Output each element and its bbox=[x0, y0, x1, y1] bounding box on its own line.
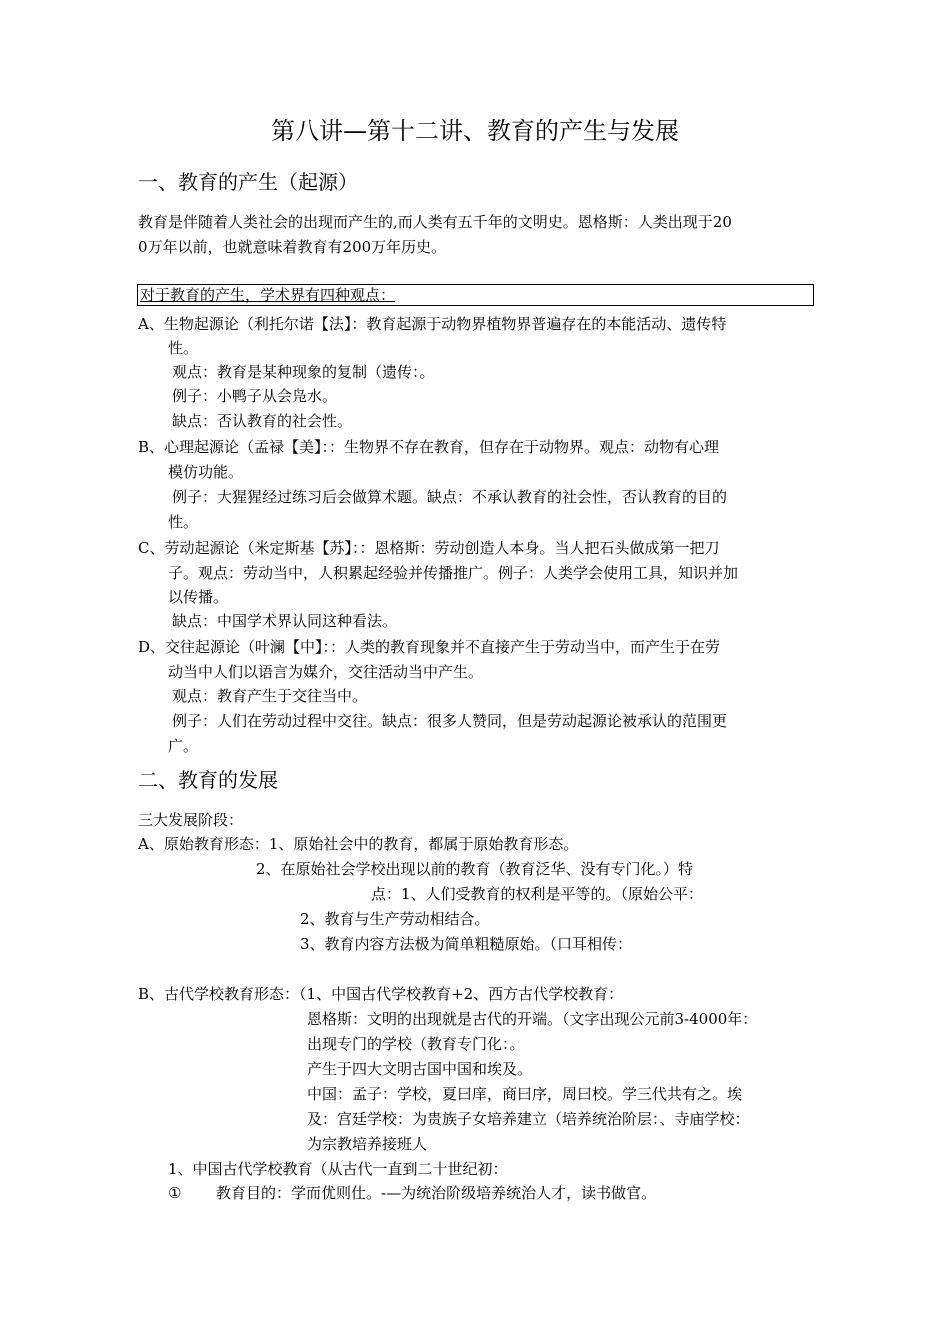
theory-d-line: 例子：人们在劳动过程中交往。缺点：很多人赞同，但是劳动起源论被承认的范围更 bbox=[172, 712, 728, 730]
ancient-line: 恩格斯：文明的出现就是古代的开端。（文字出现公元前3-4000年： bbox=[307, 1010, 758, 1028]
theory-c-line: C、劳动起源论（米定斯基【苏】：：恩格斯：劳动创造人本身。当人把石头做成第一把刀 bbox=[138, 539, 720, 557]
ancient-line: 出现专门的学校（教育专门化：。 bbox=[307, 1035, 525, 1053]
theory-d-line: 广。 bbox=[168, 737, 199, 755]
china-education-goal: 教育目的：学而优则仕。-—为统治阶级培养统治人才，读书做官。 bbox=[216, 1184, 657, 1202]
ancient-line: 为宗教培养接班人 bbox=[307, 1135, 428, 1153]
ancient-line: 产生于四大文明古国中国和埃及。 bbox=[307, 1060, 533, 1078]
theory-b-line: 例子：大猩猩经过练习后会做算术题。缺点：不承认教育的社会性，否认教育的目的 bbox=[172, 488, 728, 506]
primitive-line: 点：1、人们受教育的权利是平等的。（原始公平： bbox=[371, 885, 704, 903]
ancient-line: 中国：孟子：学校，夏曰庠，商曰序，周曰校。学三代共有之。埃 bbox=[307, 1085, 743, 1103]
primitive-line: A、原始教育形态：1、原始社会中的教育，都属于原始教育形态。 bbox=[138, 835, 579, 853]
theory-a-line: 缺点：否认教育的社会性。 bbox=[172, 412, 353, 430]
section-heading-development: 二、教育的发展 bbox=[138, 768, 278, 792]
section-heading-origin: 一、教育的产生（起源） bbox=[138, 170, 358, 194]
theory-b-line: 模仿功能。 bbox=[168, 463, 244, 481]
theory-a-line: 性。 bbox=[168, 339, 199, 357]
theory-d-line: 观点：教育产生于交往当中。 bbox=[172, 687, 368, 705]
stages-label: 三大发展阶段： bbox=[138, 811, 244, 829]
primitive-line: 2、在原始社会学校出现以前的教育（教育泛华、没有专门化。）特 bbox=[256, 860, 694, 878]
ancient-line: B、古代学校教育形态：（1、中国古代学校教育+2、西方古代学校教育： bbox=[138, 985, 624, 1003]
circled-number-marker: ① bbox=[168, 1184, 182, 1202]
intro-line-2: 0万年以前，也就意味着教育有200万年历史。 bbox=[138, 238, 447, 256]
primitive-line: 3、教育内容方法极为简单粗糙原始。（口耳相传： bbox=[300, 935, 633, 953]
china-ancient-heading: 1、中国古代学校教育（从古代一直到二十世纪初： bbox=[168, 1160, 508, 1178]
theory-c-line: 缺点：中国学术界认同这种看法。 bbox=[172, 612, 398, 630]
theory-a-line: 观点：教育是某种现象的复制（遗传：。 bbox=[172, 363, 435, 381]
viewpoints-box bbox=[137, 284, 814, 306]
primitive-line: 2、教育与生产劳动相结合。 bbox=[300, 910, 490, 928]
viewpoints-box-label: 对于教育的产生，学术界有四种观点： bbox=[140, 286, 396, 304]
theory-c-line: 以传播。 bbox=[168, 588, 229, 606]
theory-c-line: 子。观点：劳动当中，人积累起经验并传播推广。例子：人类学会使用工具，知识并加 bbox=[168, 564, 739, 582]
theory-b-line: B、心理起源论（孟禄【美】：：生物界不存在教育，但存在于动物界。观点：动物有心理 bbox=[138, 438, 720, 456]
theory-b-line: 性。 bbox=[168, 513, 199, 531]
ancient-line: 及：宫廷学校：为贵族子女培养建立（培养统治阶层：、寺庙学校： bbox=[307, 1110, 750, 1128]
theory-a-line: 例子：小鸭子从会凫水。 bbox=[172, 387, 338, 405]
theory-a-line: A、生物起源论（利托尔诺【法】：教育起源于动物界植物界普遍存在的本能活动、遗传特 bbox=[138, 315, 727, 333]
intro-line-1: 教育是伴随着人类社会的出现而产生的,而人类有五千年的文明史。恩格斯：人类出现于20 bbox=[138, 213, 732, 231]
theory-d-line: 动当中人们以语言为媒介，交往活动当中产生。 bbox=[168, 663, 484, 681]
page-title: 第八讲—第十二讲、教育的产生与发展 bbox=[271, 117, 679, 145]
theory-d-line: D、交往起源论（叶澜【中】：：人类的教育现象并不直接产生于劳动当中，而产生于在劳 bbox=[138, 638, 721, 656]
